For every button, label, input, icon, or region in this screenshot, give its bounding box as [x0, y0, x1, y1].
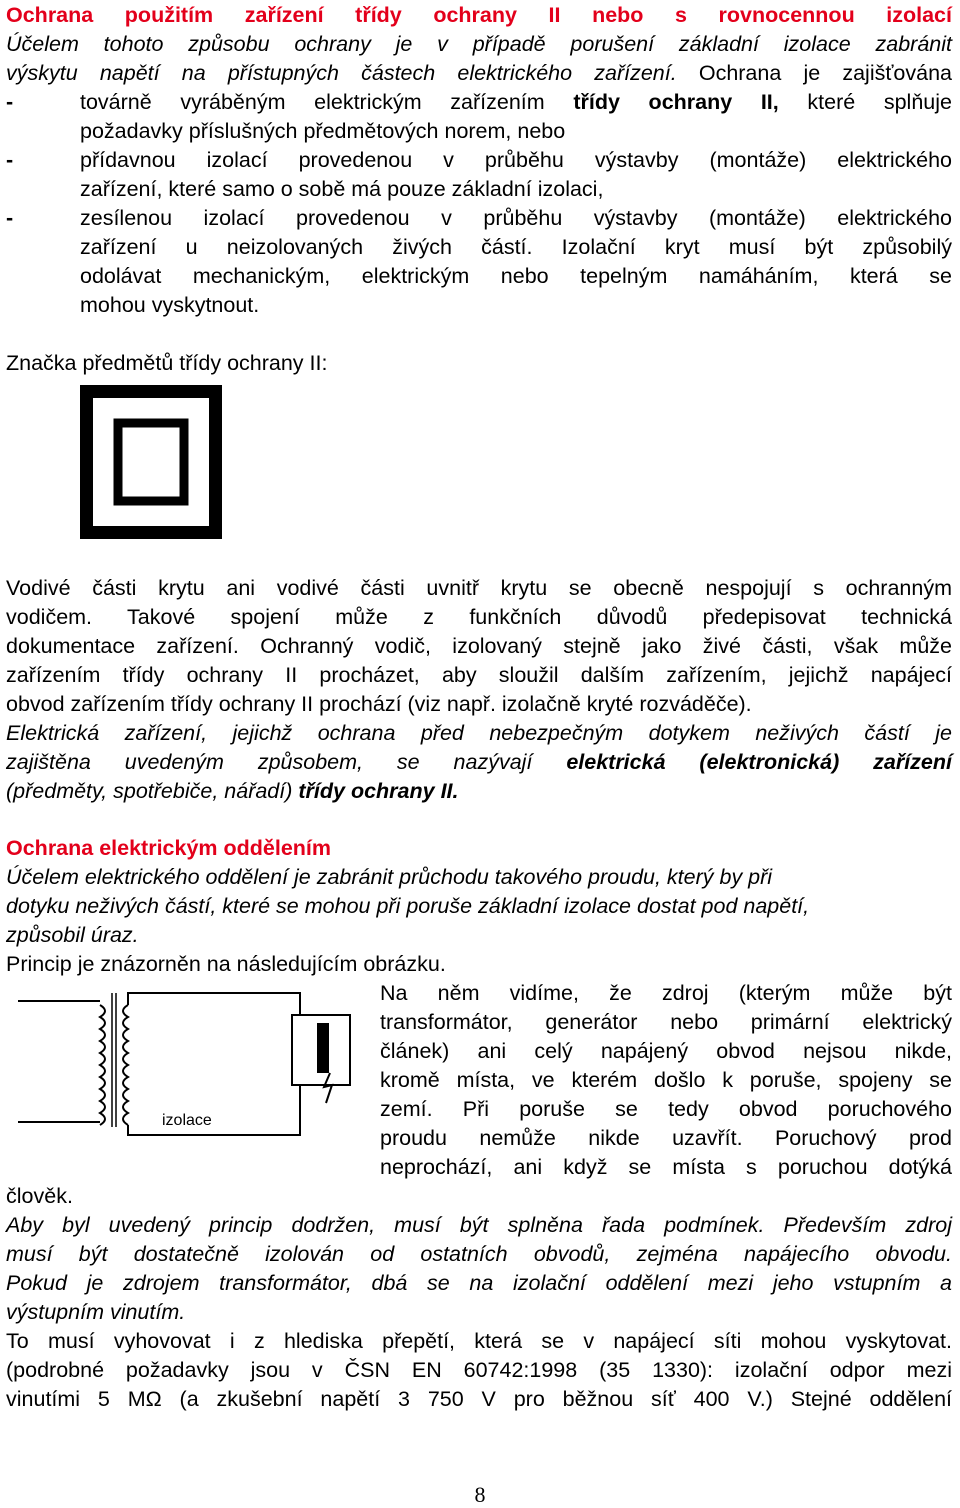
- paragraph-line: Vodivé části krytu ani vodivé části uvnitř krytu se obecně nespojují s ochranným: [6, 576, 952, 600]
- paragraph-line: [6, 59, 952, 88]
- paragraph-line: [6, 748, 952, 777]
- italic-text: výskytu napětí na přístupných částech elektrického zařízení.: [6, 61, 677, 85]
- class-ii-double-square-symbol: [80, 385, 222, 539]
- figure-description-line: zemí. Při poruše se tedy obvod poruchového: [380, 1097, 952, 1121]
- plain-text: Ochrana je zajišťována: [698, 61, 952, 85]
- paragraph-line: dotyku neživých částí, které se mohou při poruše základní izolace dostat pod napětí,: [6, 894, 810, 918]
- paragraph-line: obvod zařízením třídy ochrany II prochází (viz např. izolačně kryté rozváděče).: [6, 692, 752, 716]
- paragraph-line: Elektrická zařízení, jejichž ochrana před nebezpečným dotykem neživých částí je: [6, 721, 952, 745]
- list-dash: -: [6, 148, 14, 172]
- list-item: [80, 88, 952, 117]
- paragraph-line: vodičem. Takové spojení může z funkčních důvodů předepisovat technická: [6, 605, 952, 629]
- primary-coil: [100, 1005, 105, 1125]
- list-item: zesílenou izolací provedenou v průběhu výstavby (montáže) elektrického: [80, 206, 952, 230]
- paragraph-line: Účelem tohoto způsobu ochrany je v případě porušení základní izolace zabránit: [6, 32, 952, 56]
- italic-text: (předměty, spotřebiče, nářadí): [6, 779, 293, 803]
- bold-italic-text: třídy ochrany II.: [298, 779, 459, 803]
- bold-italic-text: elektrická (elektronická) zařízení: [566, 750, 952, 774]
- figure-description-line: kromě místa, ve kterém došlo k poruše, spojeny se: [380, 1068, 952, 1092]
- primary-circuit-wire: [18, 1001, 100, 1122]
- list-dash: -: [6, 206, 14, 230]
- heading-part-a: Ochrana použitím zařízení třídy ochrany II: [6, 3, 561, 27]
- list-item-continuation: zařízení u neizolovaných živých částí. Izolační kryt musí být způsobilý: [80, 235, 952, 259]
- paragraph-line: Pokud je zdrojem transformátor, dbá se na izolační oddělení mezi jeho vstupním a: [6, 1271, 952, 1295]
- secondary-coil: [123, 1005, 128, 1125]
- list-item: přídavnou izolací provedenou v průběhu výstavby (montáže) elektrického: [80, 148, 952, 172]
- section-heading-class-ii: [6, 1, 952, 30]
- list-item-continuation: zařízení, které samo o sobě má pouze základní izolaci,: [80, 177, 604, 201]
- heading-part-b: nebo s rovnocennou izolací: [592, 3, 952, 27]
- electrical-separation-diagram: [12, 985, 368, 1175]
- plain-text: továrně vyráběným elektrickým zařízením: [80, 90, 545, 114]
- figure-description-line: článek) ani celý napájený obvod nejsou nikde,: [380, 1039, 952, 1063]
- figure-description-line: proudu nemůže nikde uzavřít. Poruchový prod: [380, 1126, 952, 1150]
- section-heading-electrical-separation: Ochrana elektrickým oddělením: [6, 836, 332, 860]
- paragraph-line: Aby byl uvedený princip dodržen, musí být splněna řada podmínek. Především zdroj: [6, 1213, 952, 1237]
- paragraph-line: musí být dostatečně izolován od ostatních obvodů, zejména napájecího obvodu.: [6, 1242, 952, 1266]
- list-item-continuation: odolávat mechanickým, elektrickým nebo tepelným namáháním, která se: [80, 264, 952, 288]
- fault-lightning-icon: [324, 1073, 332, 1103]
- paragraph-line: Princip je znázorněn na následujícím obrázku.: [6, 952, 446, 976]
- bold-text: třídy ochrany II,: [573, 90, 779, 114]
- load-resistor: [317, 1023, 329, 1073]
- plain-text: které splňuje: [807, 90, 952, 114]
- paragraph-line: výstupním vinutím.: [6, 1300, 186, 1324]
- page-number: 8: [474, 1482, 486, 1507]
- symbol-label: Značka předmětů třídy ochrany II:: [6, 351, 328, 375]
- paragraph-line: vinutími 5 MΩ (a zkušební napětí 3 750 V pro běžnou síť 400 V.) Stejné oddělení: [6, 1387, 952, 1411]
- figure-description-line: neprochází, ani když se místa s poruchou dotýká: [380, 1155, 952, 1179]
- list-item-continuation: požadavky příslušných předmětových norem, nebo: [80, 119, 566, 143]
- paragraph-line: Účelem elektrického oddělení je zabránit průchodu takového proudu, který by při: [6, 865, 773, 889]
- list-item-continuation: mohou vyskytnout.: [80, 293, 260, 317]
- paragraph-line: člověk.: [6, 1184, 73, 1208]
- paragraph-line: způsobil úraz.: [6, 923, 139, 947]
- paragraph-line: To musí vyhovovat i z hlediska přepětí, která se v napájecí síti mohou vyskytovat.: [6, 1329, 952, 1353]
- paragraph-line: (podrobné požadavky jsou v ČSN EN 60742:1998 (35 1330): izolační odpor mezi: [6, 1358, 952, 1382]
- paragraph-line: dokumentace zařízení. Ochranný vodič, izolovaný stejně jako živé části, však může: [6, 634, 952, 658]
- paragraph-line: zařízením třídy ochrany II procházet, aby sloužil dalším zařízením, jejichž napájecí: [6, 663, 952, 687]
- figure-description-line: transformátor, generátor nebo primární elektrický: [380, 1010, 952, 1034]
- italic-text: zajištěna uvedeným způsobem, se nazývají: [6, 750, 533, 774]
- figure-description-line: Na něm vidíme, že zdroj (kterým může být: [380, 981, 952, 1005]
- insulation-label: izolace: [162, 1112, 212, 1129]
- paragraph-line: [6, 777, 952, 806]
- list-dash: -: [6, 90, 14, 114]
